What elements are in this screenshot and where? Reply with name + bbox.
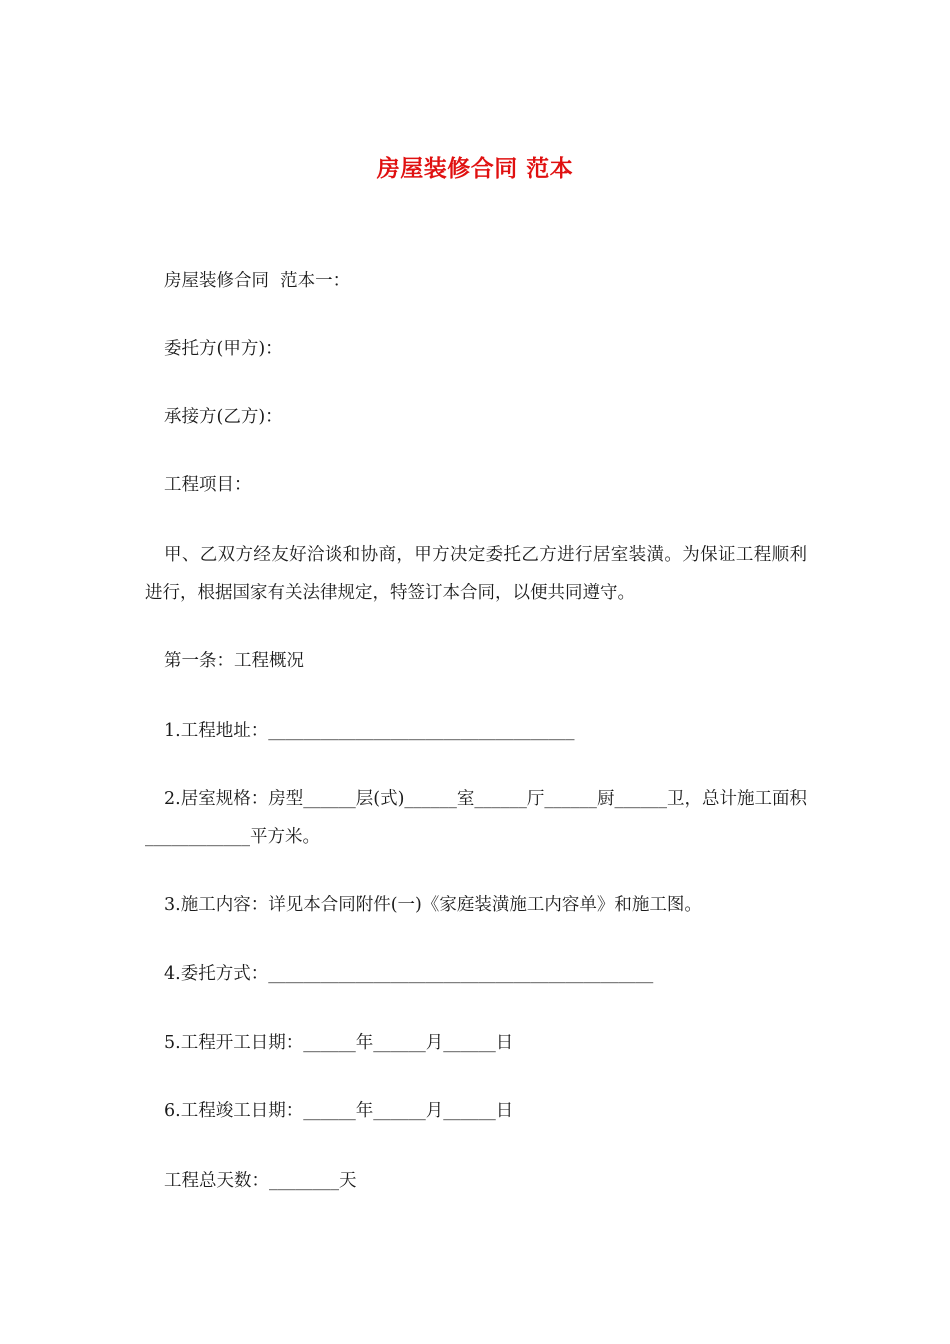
preamble-paragraph: 甲、乙双方经友好洽谈和协商，甲方决定委托乙方进行居室装潢。为保证工程顺利进行，根据国家有关法律规定，特签订本合同，以便共同遵守。 xyxy=(145,545,807,603)
contract-subtitle: 房屋装修合同 范本一： xyxy=(164,271,351,291)
commission-method-line: 4.委托方式：____________________________________________ xyxy=(164,964,654,984)
project-label: 工程项目： xyxy=(164,475,252,495)
party-b-label: 承接方(乙方)： xyxy=(164,407,283,427)
construction-content-line: 3.施工内容：详见本合同附件(一)《家庭装潢施工内容单》和施工图。 xyxy=(164,895,702,915)
party-a-label: 委托方(甲方)： xyxy=(164,339,283,359)
start-date-line: 5.工程开工日期：______年______月______日 xyxy=(164,1033,514,1053)
document-title: 房屋装修合同 范本 xyxy=(376,156,574,182)
article-one-heading: 第一条：工程概况 xyxy=(164,651,304,671)
total-days-line: 工程总天数：________天 xyxy=(164,1171,357,1191)
room-spec-paragraph: 2.居室规格：房型______层(式)______室______厅______厨______卫，总计施工面积____________平方米。 xyxy=(145,789,807,847)
completion-date-line: 6.工程竣工日期：______年______月______日 xyxy=(164,1101,514,1121)
project-address-line: 1.工程地址：___________________________________ xyxy=(164,721,575,741)
